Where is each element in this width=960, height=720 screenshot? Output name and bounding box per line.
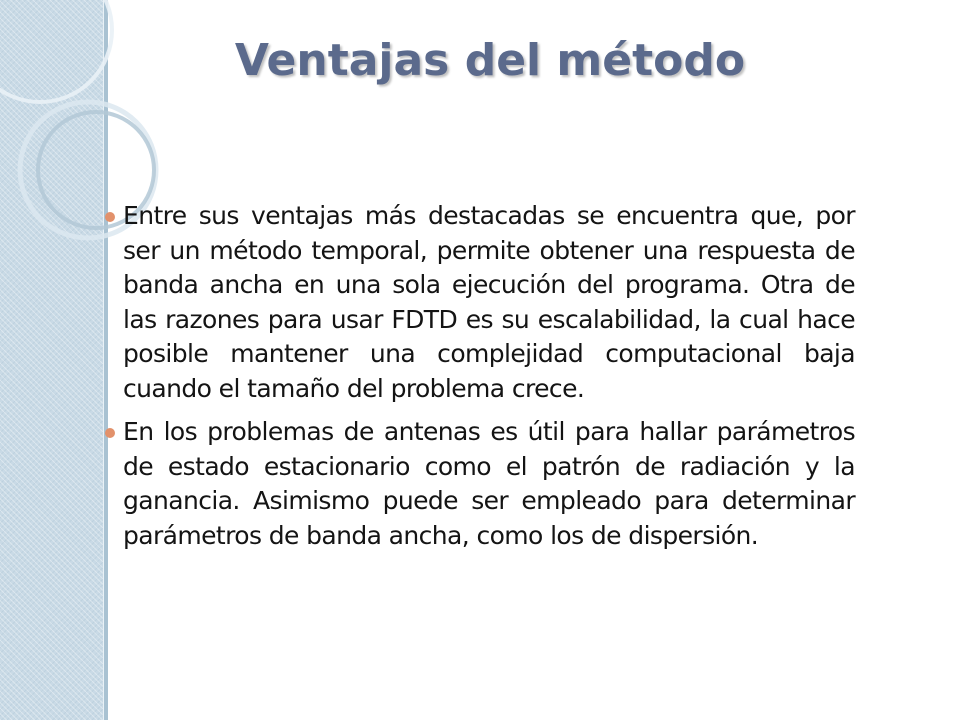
bullet-text: Entre sus ventajas más destacadas se encuentra que, por ser un método temporal, permite obtener una respuesta de banda ancha en una sola ejecución del programa. Otra de las razones para usar FDTD es su escalabilidad, la cual hace posible mantener una complejidad computacional baja cuando el tamaño del problema crece. [123, 201, 855, 403]
bullet-icon [105, 428, 115, 438]
bullet-list [100, 199, 855, 562]
bullet-item [100, 199, 855, 406]
bullet-icon [105, 212, 115, 222]
bullet-item [100, 415, 855, 553]
bullet-text: En los problemas de antenas es útil para hallar parámetros de estado estacionario como el patrón de radiación y la ganancia. Asimismo puede ser empleado para determinar parámetros de banda ancha, como los de dispersión. [123, 417, 855, 550]
decorative-circle-large [0, 0, 112, 102]
slide-title: Ventajas del método [234, 35, 746, 86]
